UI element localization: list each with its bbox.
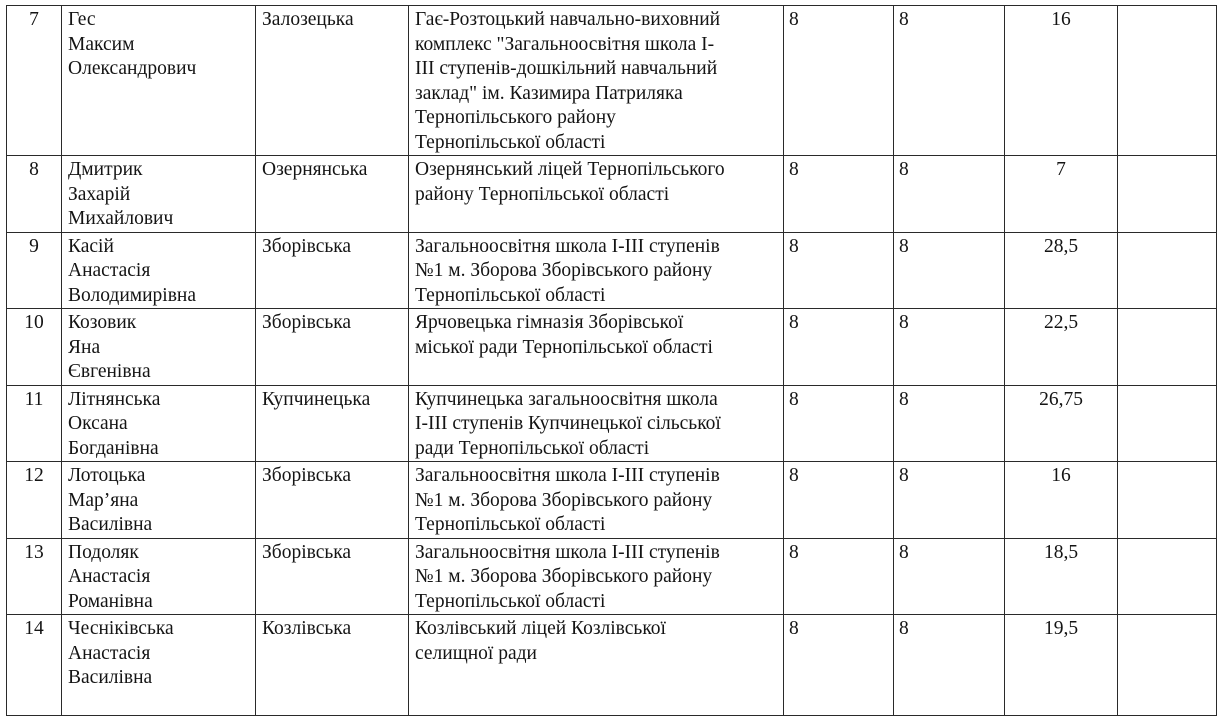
community-name-cell: [256, 538, 409, 615]
grade-value-2: 8: [899, 618, 909, 639]
grade-value-2: 8: [899, 312, 909, 333]
table-row: [7, 232, 1217, 309]
grade-value-cell: [784, 232, 894, 309]
school-name-cell: [409, 232, 784, 309]
score-value-cell: [1005, 538, 1118, 615]
table-row: [7, 538, 1217, 615]
grade-value-2: 8: [899, 388, 909, 410]
school-name-cell: [409, 462, 784, 539]
grade-value-2-cell: [894, 156, 1005, 233]
row-number-cell: [7, 615, 62, 716]
grade-value-2: 8: [899, 9, 909, 30]
score-value-cell: [1005, 232, 1118, 309]
school-name-line: ради Тернопільської області: [415, 437, 650, 459]
school-name-line: Тернопільської області: [415, 514, 606, 535]
community-name: Козлівська: [262, 618, 352, 639]
grade-value-2-cell: [894, 385, 1005, 462]
school-name-line: Тернопільської області: [415, 131, 606, 153]
school-name-line: Тернопільської області: [415, 590, 606, 612]
community-name-cell: [256, 385, 409, 462]
student-name-line: Володимирівна: [68, 284, 197, 306]
table-row: [7, 615, 1217, 716]
student-name-line: Василівна: [68, 514, 153, 535]
grade-value: 8: [789, 159, 799, 180]
student-name-line: Євгенівна: [68, 361, 151, 382]
student-name-line: Оксана: [68, 413, 128, 434]
row-number: 8: [29, 159, 39, 180]
grade-value-2: 8: [899, 465, 909, 486]
grade-value-cell: [784, 309, 894, 386]
grade-value-2-cell: [894, 538, 1005, 615]
student-name-line: Гес: [68, 9, 96, 30]
school-name-line: Озернянський ліцей Тернопільського: [415, 159, 725, 180]
community-name: Зборівська: [262, 541, 352, 563]
student-name-line: Лотоцька: [68, 465, 146, 486]
student-name-line: Подоляк: [68, 541, 139, 563]
student-name-line: Дмитрик: [68, 159, 143, 180]
grade-value-cell: [784, 615, 894, 716]
school-name-line: №1 м. Зборова Зборівського району: [415, 260, 713, 281]
community-name-cell: [256, 615, 409, 716]
grade-value-2: 8: [899, 159, 909, 180]
student-name-line: Чесніківська: [68, 618, 174, 639]
table-row: [7, 6, 1217, 156]
student-name-line: Максим: [68, 33, 135, 55]
school-name-line: Загальноосвітня школа І-ІІІ ступенів: [415, 465, 720, 486]
table-body: [7, 6, 1217, 716]
school-name-cell: [409, 6, 784, 156]
score-value: 16: [1051, 465, 1071, 486]
grade-value: 8: [789, 388, 799, 410]
student-name-cell: [62, 615, 256, 716]
grade-value-cell: [784, 462, 894, 539]
student-name-line: Богданівна: [68, 437, 159, 459]
school-name-line: Ярчовецька гімназія Зборівської: [415, 312, 684, 333]
score-value-cell: [1005, 309, 1118, 386]
results-table: [6, 5, 1217, 716]
empty-cell-cell: [1118, 615, 1217, 716]
community-name: Зборівська: [262, 235, 352, 257]
student-name-line: Олександрович: [68, 58, 197, 79]
school-name-line: Тернопільського району: [415, 107, 616, 128]
student-name-line: Василівна: [68, 667, 153, 688]
student-name-line: Касій: [68, 235, 114, 257]
row-number: 7: [29, 9, 39, 30]
school-name-line: району Тернопільської області: [415, 183, 670, 205]
student-name-line: Мар’яна: [68, 489, 139, 511]
community-name-cell: [256, 309, 409, 386]
school-name-line: комплекс "Загальноосвітня школа І-: [415, 33, 715, 55]
school-name-line: Гає-Розтоцький навчально-виховний: [415, 9, 721, 30]
grade-value-2-cell: [894, 232, 1005, 309]
empty-cell-cell: [1118, 6, 1217, 156]
row-number: 12: [24, 465, 44, 486]
student-name-line: Анастасія: [68, 566, 151, 587]
row-number-cell: [7, 462, 62, 539]
score-value: 19,5: [1043, 618, 1079, 639]
row-number: 11: [24, 388, 44, 410]
table-row: [7, 156, 1217, 233]
score-value: 22,5: [1043, 312, 1079, 333]
grade-value-2-cell: [894, 462, 1005, 539]
school-name-line: №1 м. Зборова Зборівського району: [415, 489, 713, 511]
school-name-cell: [409, 538, 784, 615]
school-name-line: Загальноосвітня школа І-ІІІ ступенів: [415, 541, 720, 563]
school-name-cell: [409, 309, 784, 386]
score-value: 28,5: [1043, 235, 1079, 257]
row-number-cell: [7, 385, 62, 462]
community-name: Залозецька: [262, 9, 354, 30]
grade-value: 8: [789, 465, 799, 486]
score-value-cell: [1005, 385, 1118, 462]
grade-value-2-cell: [894, 615, 1005, 716]
grade-value-cell: [784, 6, 894, 156]
school-name-cell: [409, 615, 784, 716]
school-name-cell: [409, 156, 784, 233]
student-name-cell: [62, 6, 256, 156]
score-value: 7: [1056, 159, 1066, 180]
student-name-line: Літнянська: [68, 388, 161, 410]
school-name-line: міської ради Тернопільської області: [415, 336, 713, 358]
empty-cell-cell: [1118, 232, 1217, 309]
row-number: 13: [24, 541, 44, 563]
table-row: [7, 385, 1217, 462]
community-name: Зборівська: [262, 465, 352, 486]
row-number-cell: [7, 538, 62, 615]
community-name-cell: [256, 462, 409, 539]
grade-value-cell: [784, 385, 894, 462]
student-name-line: Романівна: [68, 590, 153, 612]
score-value: 26,75: [1039, 388, 1083, 410]
school-name-line: І-ІІІ ступенів Купчинецької сільської: [415, 413, 721, 434]
school-name-line: селищної ради: [415, 642, 537, 664]
student-name-cell: [62, 232, 256, 309]
row-number-cell: [7, 309, 62, 386]
table-row: [7, 309, 1217, 386]
student-name-cell: [62, 385, 256, 462]
row-number: 10: [24, 312, 44, 333]
student-name-cell: [62, 156, 256, 233]
grade-value-2: 8: [899, 541, 909, 563]
grade-value: 8: [789, 541, 799, 563]
community-name-cell: [256, 6, 409, 156]
student-name-line: Анастасія: [68, 642, 151, 664]
grade-value-cell: [784, 156, 894, 233]
score-value-cell: [1005, 615, 1118, 716]
student-name-line: Анастасія: [68, 260, 151, 281]
grade-value: 8: [789, 9, 799, 30]
empty-cell-cell: [1118, 385, 1217, 462]
student-name-line: Захарій: [68, 183, 131, 205]
community-name: Купчинецька: [262, 388, 371, 410]
grade-value: 8: [789, 312, 799, 333]
row-number: 14: [24, 618, 44, 639]
row-number-cell: [7, 156, 62, 233]
student-name-cell: [62, 538, 256, 615]
school-name-line: Тернопільської області: [415, 284, 606, 306]
row-number-cell: [7, 232, 62, 309]
student-name-cell: [62, 309, 256, 386]
school-name-cell: [409, 385, 784, 462]
grade-value-cell: [784, 538, 894, 615]
grade-value: 8: [789, 618, 799, 639]
school-name-line: №1 м. Зборова Зборівського району: [415, 566, 713, 587]
grade-value: 8: [789, 235, 799, 257]
score-value: 18,5: [1043, 541, 1079, 563]
community-name-cell: [256, 156, 409, 233]
score-value-cell: [1005, 6, 1118, 156]
score-value: 16: [1051, 9, 1071, 30]
school-name-line: Козлівський ліцей Козлівської: [415, 618, 666, 639]
row-number: 9: [29, 235, 39, 257]
community-name: Озернянська: [262, 159, 368, 180]
score-value-cell: [1005, 462, 1118, 539]
student-name-line: Яна: [68, 336, 101, 358]
score-value-cell: [1005, 156, 1118, 233]
grade-value-2-cell: [894, 309, 1005, 386]
community-name: Зборівська: [262, 312, 352, 333]
table-row: [7, 462, 1217, 539]
student-name-line: Козовик: [68, 312, 137, 333]
empty-cell-cell: [1118, 156, 1217, 233]
community-name-cell: [256, 232, 409, 309]
school-name-line: ІІІ ступенів-дошкільний навчальний: [415, 58, 718, 79]
empty-cell-cell: [1118, 462, 1217, 539]
row-number-cell: [7, 6, 62, 156]
school-name-line: Загальноосвітня школа І-ІІІ ступенів: [415, 235, 720, 257]
student-name-cell: [62, 462, 256, 539]
grade-value-2: 8: [899, 235, 909, 257]
empty-cell-cell: [1118, 538, 1217, 615]
student-name-line: Михайлович: [68, 208, 174, 229]
school-name-line: Купчинецька загальноосвітня школа: [415, 388, 718, 410]
school-name-line: заклад" ім. Казимира Патриляка: [415, 82, 683, 104]
grade-value-2-cell: [894, 6, 1005, 156]
empty-cell-cell: [1118, 309, 1217, 386]
